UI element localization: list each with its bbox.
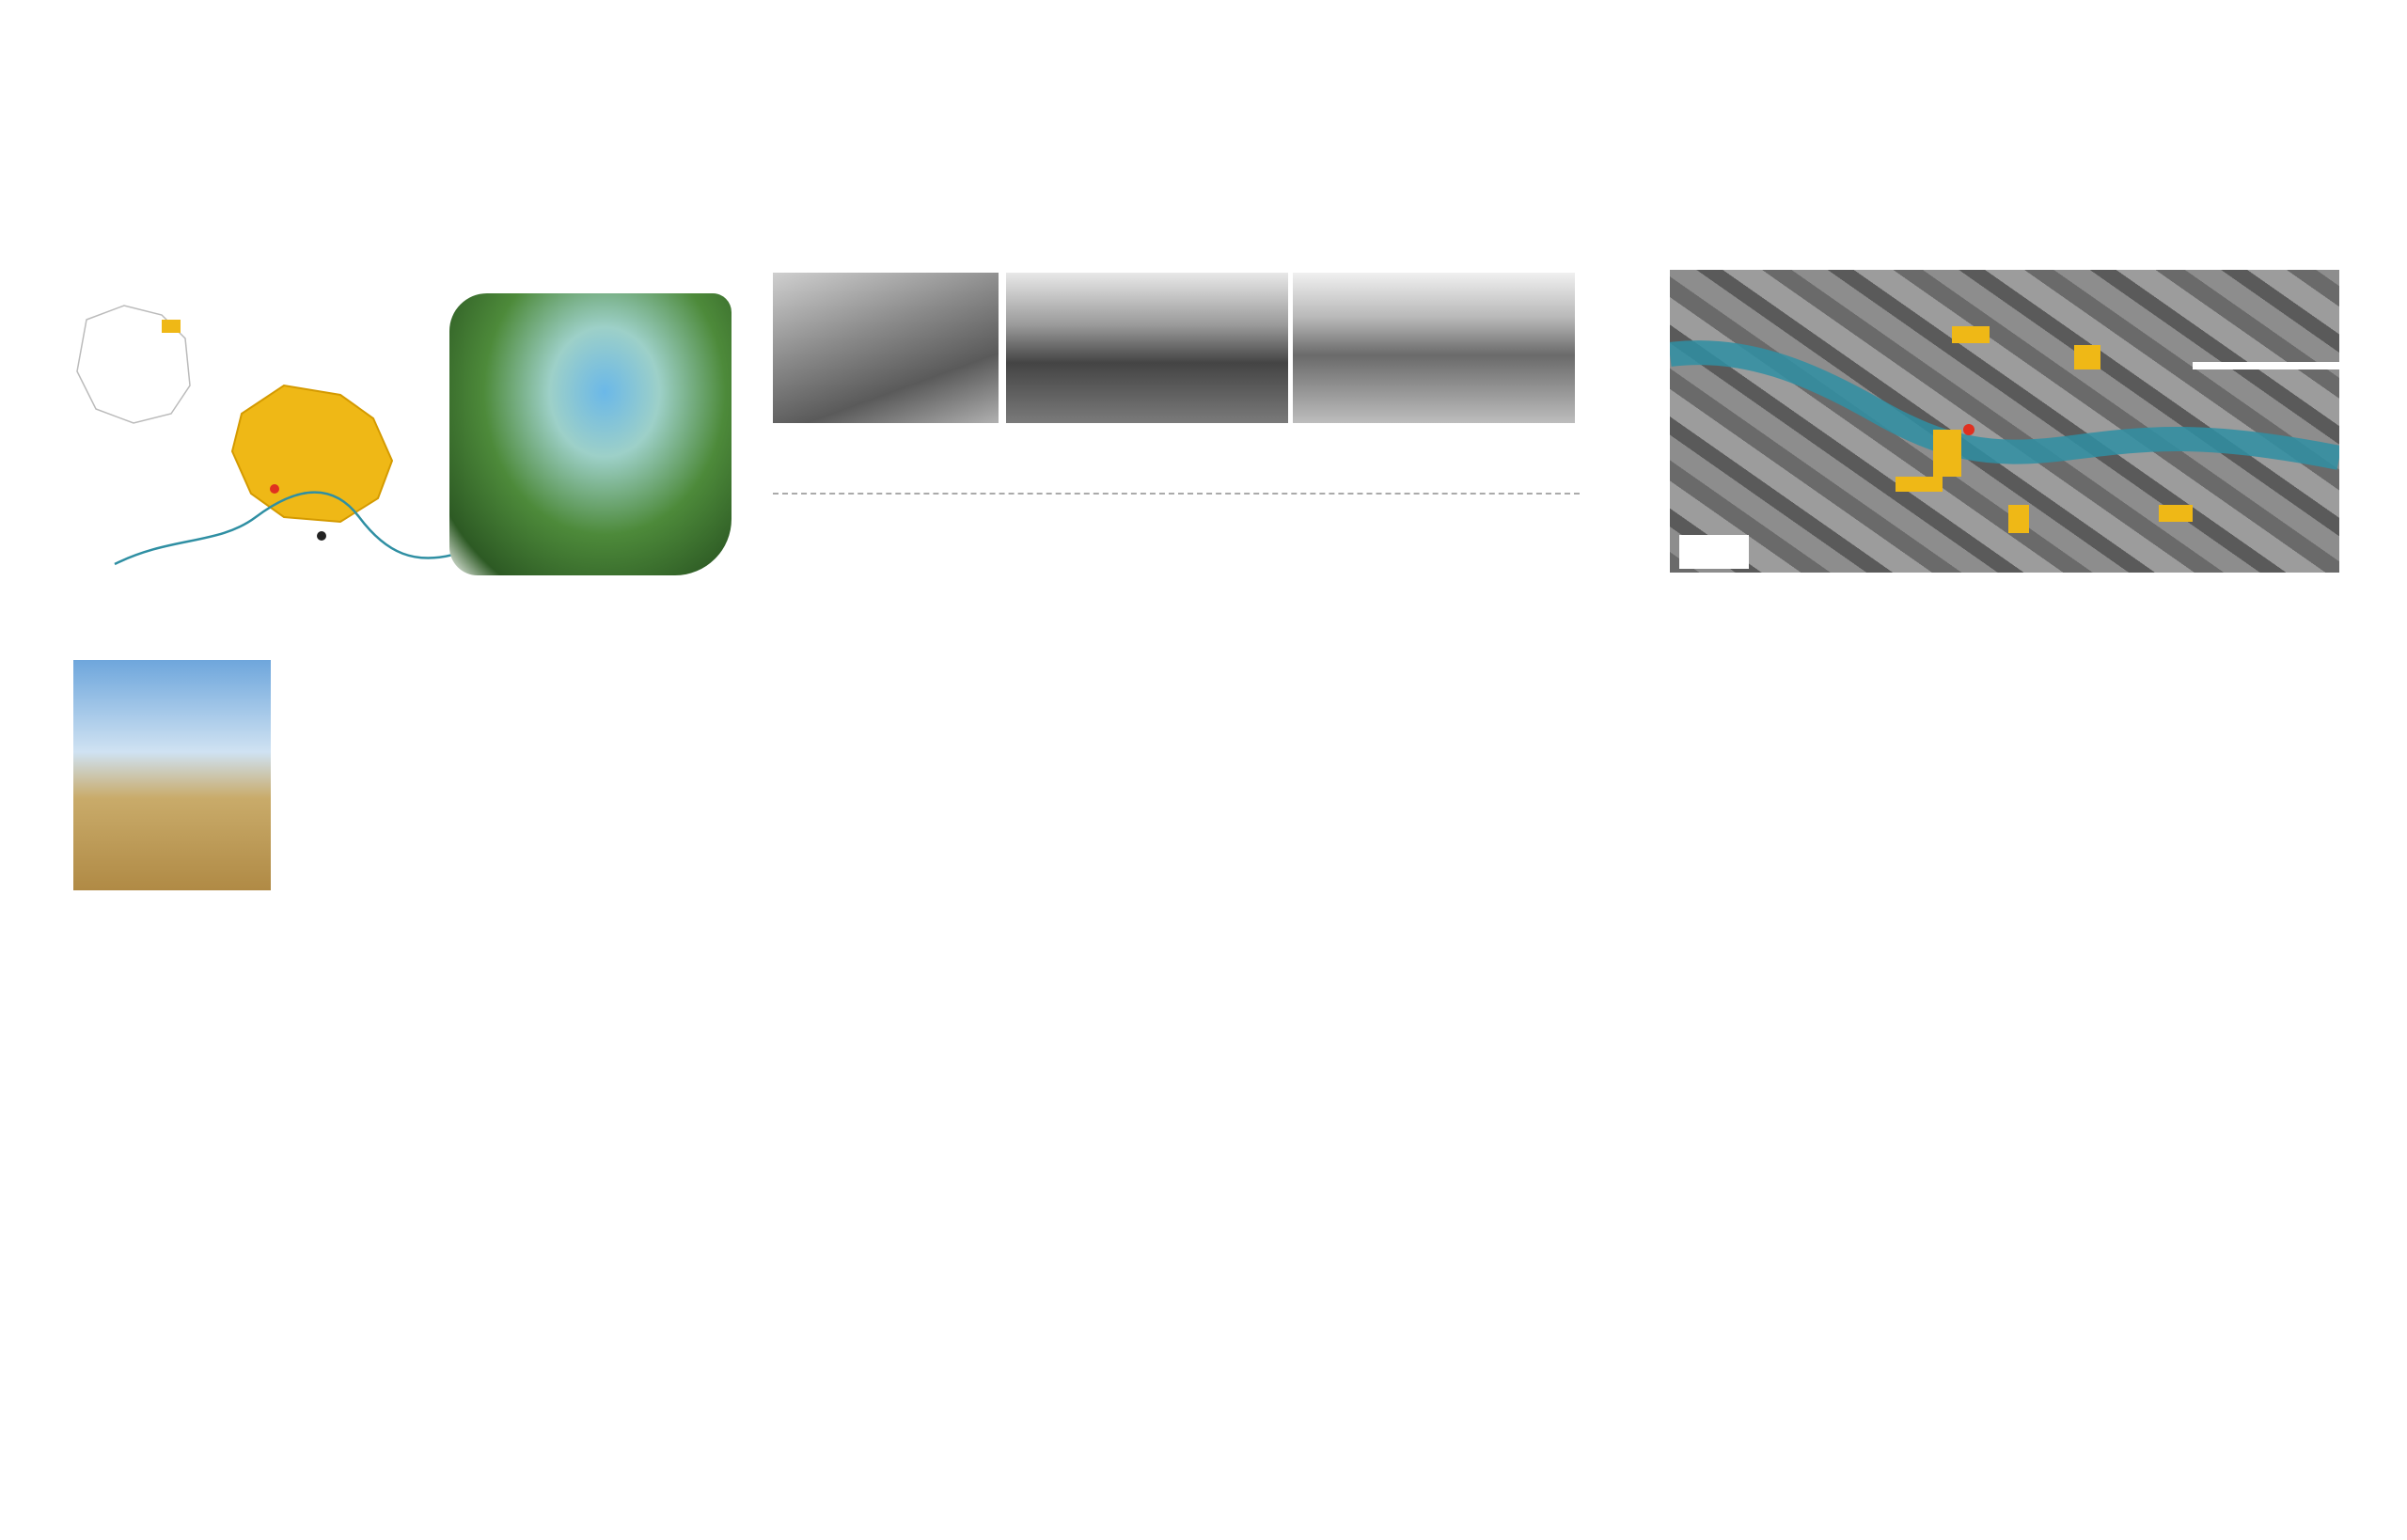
farm-photo-garden (1006, 273, 1288, 423)
parcel-map (1670, 270, 2339, 573)
timeline (773, 461, 1580, 611)
parcel-legend-box (1679, 535, 1749, 569)
landscape-entities (51, 660, 596, 933)
valley-painting (449, 293, 732, 575)
location-map (58, 282, 453, 592)
farm-photo-entrance (1293, 273, 1575, 423)
farm-photo-horses (773, 273, 999, 423)
photo-plateau (73, 660, 271, 890)
timeline-axis (773, 493, 1580, 495)
parcel-list (2193, 362, 2339, 369)
